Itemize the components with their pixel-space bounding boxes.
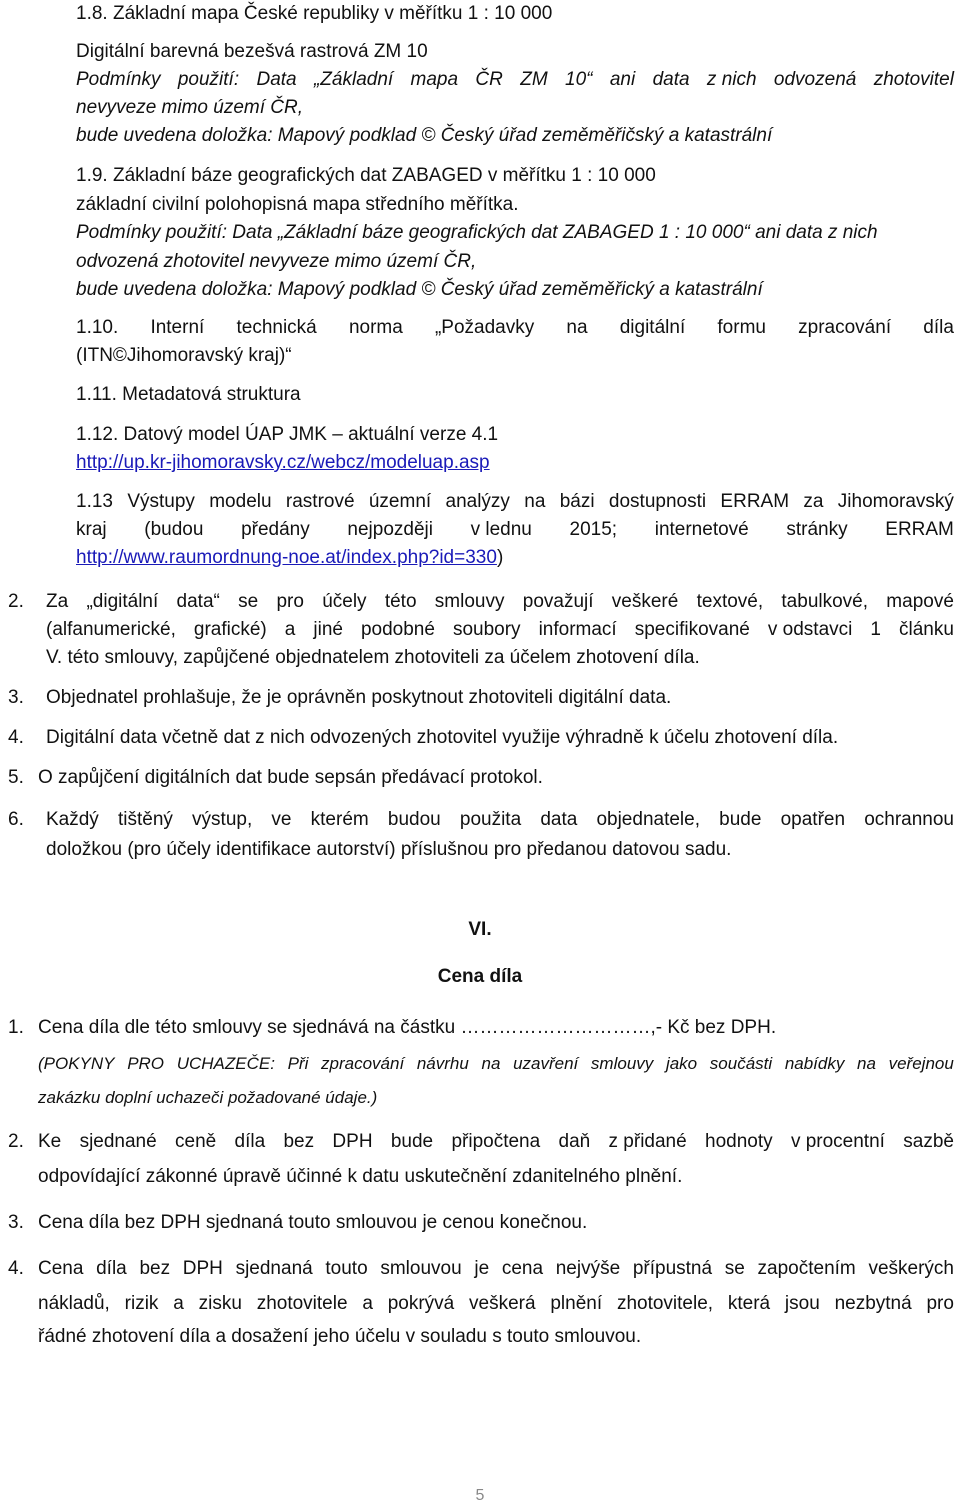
word: stránky — [786, 519, 848, 540]
word: „digitální — [86, 591, 159, 612]
word: norma — [348, 317, 403, 338]
word: a — [284, 619, 296, 640]
word: nákladů, — [38, 1293, 110, 1314]
word: kterém — [310, 809, 369, 830]
section-1-9-clause: bude uvedena doložka: Mapový podklad © Český úřad zeměměřický a katastrální — [76, 279, 763, 300]
section-1-13-line2 — [76, 518, 954, 542]
word: na — [524, 491, 546, 512]
word: na — [566, 317, 588, 338]
word: rastrové — [285, 491, 355, 512]
section-1-9-line1: základní civilní polohopisná mapa středního měřítka. — [76, 194, 519, 215]
word: plnění — [550, 1293, 603, 1314]
item-6-line1 — [46, 808, 954, 832]
word: Ke — [38, 1131, 62, 1152]
word: DPH — [182, 1258, 223, 1279]
word: internetové — [654, 519, 749, 540]
section-1-10-line2: (ITN©Jihomoravský kraj)“ — [76, 345, 292, 366]
section-1-8-line3: nevyveze mimo území ČR, — [76, 97, 304, 118]
word: grafické) — [193, 619, 267, 640]
word: z nich — [706, 69, 757, 90]
word: a — [362, 1293, 373, 1314]
price-1-note-line1 — [38, 1052, 954, 1076]
word: připočtena — [451, 1131, 541, 1152]
word: mapa — [410, 69, 459, 90]
word: přípustná — [632, 1258, 713, 1279]
word: nabídky — [784, 1054, 845, 1073]
word: Za — [46, 591, 69, 612]
word: formu — [717, 317, 766, 338]
word: ceně — [175, 1131, 217, 1152]
word: specifikované — [634, 619, 750, 640]
item-2-line2 — [46, 618, 954, 642]
section-1-12: 1.12. Datový model ÚAP JMK – aktuální verze 4.1 — [76, 424, 499, 445]
item-5-number: 5. — [8, 767, 24, 788]
word: nejvýše — [555, 1258, 621, 1279]
word: dostupnosti — [608, 491, 707, 512]
word: z přidané — [608, 1131, 687, 1152]
section-1-8-line1: Digitální barevná bezešvá rastrová ZM 10 — [76, 41, 428, 62]
word: (POKYNY — [38, 1054, 115, 1073]
item-2-line1 — [46, 590, 954, 614]
word: součásti — [709, 1054, 773, 1073]
item-6-line2: doložkou (pro účely identifikace autorství) příslušnou pro předanou datovou sadu. — [46, 839, 732, 860]
word: Interní — [150, 317, 205, 338]
word: (budou — [144, 519, 204, 540]
word: (alfanumerické, — [46, 619, 176, 640]
word: 1.13 — [76, 491, 113, 512]
word: bez — [139, 1258, 171, 1279]
word: rizik — [124, 1293, 159, 1314]
item-6-number: 6. — [8, 809, 24, 830]
word: veškerá — [469, 1293, 536, 1314]
word: Cena — [38, 1258, 84, 1279]
price-4-number: 4. — [8, 1258, 24, 1279]
word: DPH — [332, 1131, 373, 1152]
item-5-text: O zapůjčení digitálních dat bude sepsán předávací protokol. — [38, 767, 543, 788]
section-1-11: 1.11. Metadatová struktura — [76, 384, 301, 405]
word: jako — [665, 1054, 698, 1073]
word: zpracování — [321, 1054, 405, 1073]
word: technická — [236, 317, 317, 338]
word: nejpozději — [347, 519, 433, 540]
word: zhotovitele, — [616, 1293, 714, 1314]
word: hodnoty — [705, 1131, 773, 1152]
word: Při — [287, 1054, 309, 1073]
word: mapové — [886, 591, 954, 612]
price-1-number: 1. — [8, 1017, 24, 1038]
word: ERRAM — [885, 519, 954, 540]
word: 2015; — [569, 519, 618, 540]
word: data — [652, 69, 690, 90]
price-2-number: 2. — [8, 1131, 24, 1152]
word: výstup, — [192, 809, 253, 830]
price-3-number: 3. — [8, 1212, 24, 1233]
word: textové, — [696, 591, 764, 612]
word: která — [727, 1293, 771, 1314]
word: ve — [271, 809, 292, 830]
word: digitální — [619, 317, 686, 338]
price-2-line2: odpovídající zákonné úpravě účinné k datu uskutečnění zdanitelného plnění. — [38, 1166, 683, 1187]
item-3-text: Objednatel prohlašuje, že je oprávněn poskytnout zhotoviteli digitální data. — [46, 687, 672, 708]
word: UCHAZEČE: — [176, 1054, 275, 1073]
item-2-line3: V. této smlouvy, zapůjčené objednatelem zhotoviteli za účelem zhotovení díla. — [46, 647, 700, 668]
word: data — [540, 809, 578, 830]
word: sjednané — [79, 1131, 157, 1152]
section-1-10-line1 — [76, 316, 954, 340]
word: použití: — [177, 69, 240, 90]
word: opatřen — [780, 809, 846, 830]
link-close-paren: ) — [496, 547, 504, 568]
word: 1 — [870, 619, 881, 640]
word: v lednu — [470, 519, 532, 540]
word: použita — [459, 809, 522, 830]
word: data“ — [176, 591, 220, 612]
item-2-number: 2. — [8, 591, 24, 612]
word: bázi — [559, 491, 595, 512]
word: PRO — [127, 1054, 165, 1073]
section-1-8-clause: bude uvedena doložka: Mapový podklad © Český úřad zeměměřičský a katastrální — [76, 125, 773, 146]
word: předány — [241, 519, 310, 540]
word: bude — [390, 1131, 434, 1152]
word: a — [173, 1293, 184, 1314]
word: ERRAM — [720, 491, 790, 512]
word: sazbě — [903, 1131, 954, 1152]
section-1-9-line3: odvozená zhotovitel nevyveze mimo území ČR, — [76, 251, 477, 272]
section-1-9-heading: 1.9. Základní báze geografických dat ZABAGED v měřítku 1 : 10 000 — [76, 165, 656, 186]
article-title: Cena díla — [437, 966, 523, 987]
word: ČR — [475, 69, 503, 90]
word: tištěný — [117, 809, 173, 830]
word: Jihomoravský — [837, 491, 954, 512]
word: smlouvou — [380, 1258, 462, 1279]
word: „Základní — [313, 69, 394, 90]
word: je — [474, 1258, 490, 1279]
price-4-line1 — [38, 1257, 954, 1281]
word: pro — [276, 591, 304, 612]
word: jiné — [313, 619, 343, 640]
word: Každý — [46, 809, 99, 830]
word: účely — [322, 591, 367, 612]
word: smlouvy — [434, 591, 505, 612]
word: podobné — [360, 619, 435, 640]
word: v odstavci — [767, 619, 853, 640]
word: zpracování — [798, 317, 892, 338]
word: nezbytná — [834, 1293, 912, 1314]
word: Data — [256, 69, 297, 90]
word: se — [238, 591, 259, 612]
article-number: VI. — [468, 919, 492, 940]
price-3-text: Cena díla bez DPH sjednaná touto smlouvou je cenou konečnou. — [38, 1212, 588, 1233]
section-1-8-conditions — [76, 68, 954, 92]
page-number: 5 — [475, 1487, 485, 1504]
word: touto — [325, 1258, 368, 1279]
price-4-line2 — [38, 1292, 954, 1316]
word: cena — [501, 1258, 544, 1279]
word: daň — [558, 1131, 591, 1152]
word: této — [384, 591, 417, 612]
word: sjednaná — [235, 1258, 313, 1279]
word: započtením — [757, 1258, 856, 1279]
word: díla — [923, 317, 954, 338]
word: pro — [926, 1293, 954, 1314]
item-4-text: Digitální data včetně dat z nich odvozených zhotovitel využije výhradně k účelu zhotovení díla. — [46, 727, 839, 748]
price-1-text: Cena díla dle této smlouvy se sjednává na částku …………………………,- Kč bez DPH. — [38, 1017, 777, 1038]
word: ZM — [520, 69, 548, 90]
word: analýzy — [445, 491, 510, 512]
word: veškeré — [611, 591, 679, 612]
word: budou — [387, 809, 441, 830]
word: veškerých — [868, 1258, 954, 1279]
word: bude — [719, 809, 762, 830]
word: bez — [283, 1131, 315, 1152]
word: soubory — [452, 619, 521, 640]
word: modelu — [209, 491, 272, 512]
word: ani — [609, 69, 636, 90]
word: smlouvy — [590, 1054, 654, 1073]
word: článku — [898, 619, 954, 640]
price-1-note-line2: zakázku doplní uchazeči požadované údaje.) — [38, 1088, 378, 1107]
erram-link[interactable]: http://www.raumordnung-noe.at/index.php?id=330 — [76, 547, 497, 568]
word: objednatele, — [596, 809, 700, 830]
word: ochrannou — [864, 809, 954, 830]
word: zhotovitele — [256, 1293, 348, 1314]
word: Podmínky — [76, 69, 161, 90]
word: 10“ — [565, 69, 593, 90]
word: zhotovitel — [873, 69, 954, 90]
price-4-line3: řádné zhotovení díla a dosažení jeho účelu v souladu s touto smlouvou. — [38, 1326, 642, 1347]
word: se — [724, 1258, 745, 1279]
section-1-9-conditions: Podmínky použití: Data „Základní báze geografických dat ZABAGED 1 : 10 000“ ani data z nich — [76, 222, 878, 243]
word: „Požadavky — [434, 317, 535, 338]
word: zisku — [198, 1293, 242, 1314]
word: uzavření — [513, 1054, 579, 1073]
modeluap-link[interactable]: http://up.kr-jihomoravsky.cz/webcz/modeluap.asp — [76, 452, 490, 473]
word: informací — [538, 619, 617, 640]
word: Výstupy — [127, 491, 195, 512]
section-1-13-line1 — [76, 490, 954, 514]
item-4-number: 4. — [8, 727, 24, 748]
section-1-8-heading: 1.8. Základní mapa České republiky v měřítku 1 : 10 000 — [76, 3, 553, 24]
word: kraj — [76, 519, 107, 540]
word: na — [857, 1054, 876, 1073]
word: veřejnou — [888, 1054, 954, 1073]
word: jsou — [784, 1293, 820, 1314]
word: na — [481, 1054, 501, 1073]
item-3-number: 3. — [8, 687, 24, 708]
word: návrhu — [416, 1054, 469, 1073]
word: díla — [234, 1131, 266, 1152]
price-2-line1 — [38, 1130, 954, 1154]
word: územní — [368, 491, 432, 512]
word: za — [803, 491, 824, 512]
word: považují — [522, 591, 594, 612]
word: díla — [96, 1258, 127, 1279]
word: pokrývá — [387, 1293, 455, 1314]
word: odvozená — [773, 69, 857, 90]
word: 1.10. — [76, 317, 119, 338]
word: v procentní — [790, 1131, 885, 1152]
word: tabulkové, — [781, 591, 869, 612]
